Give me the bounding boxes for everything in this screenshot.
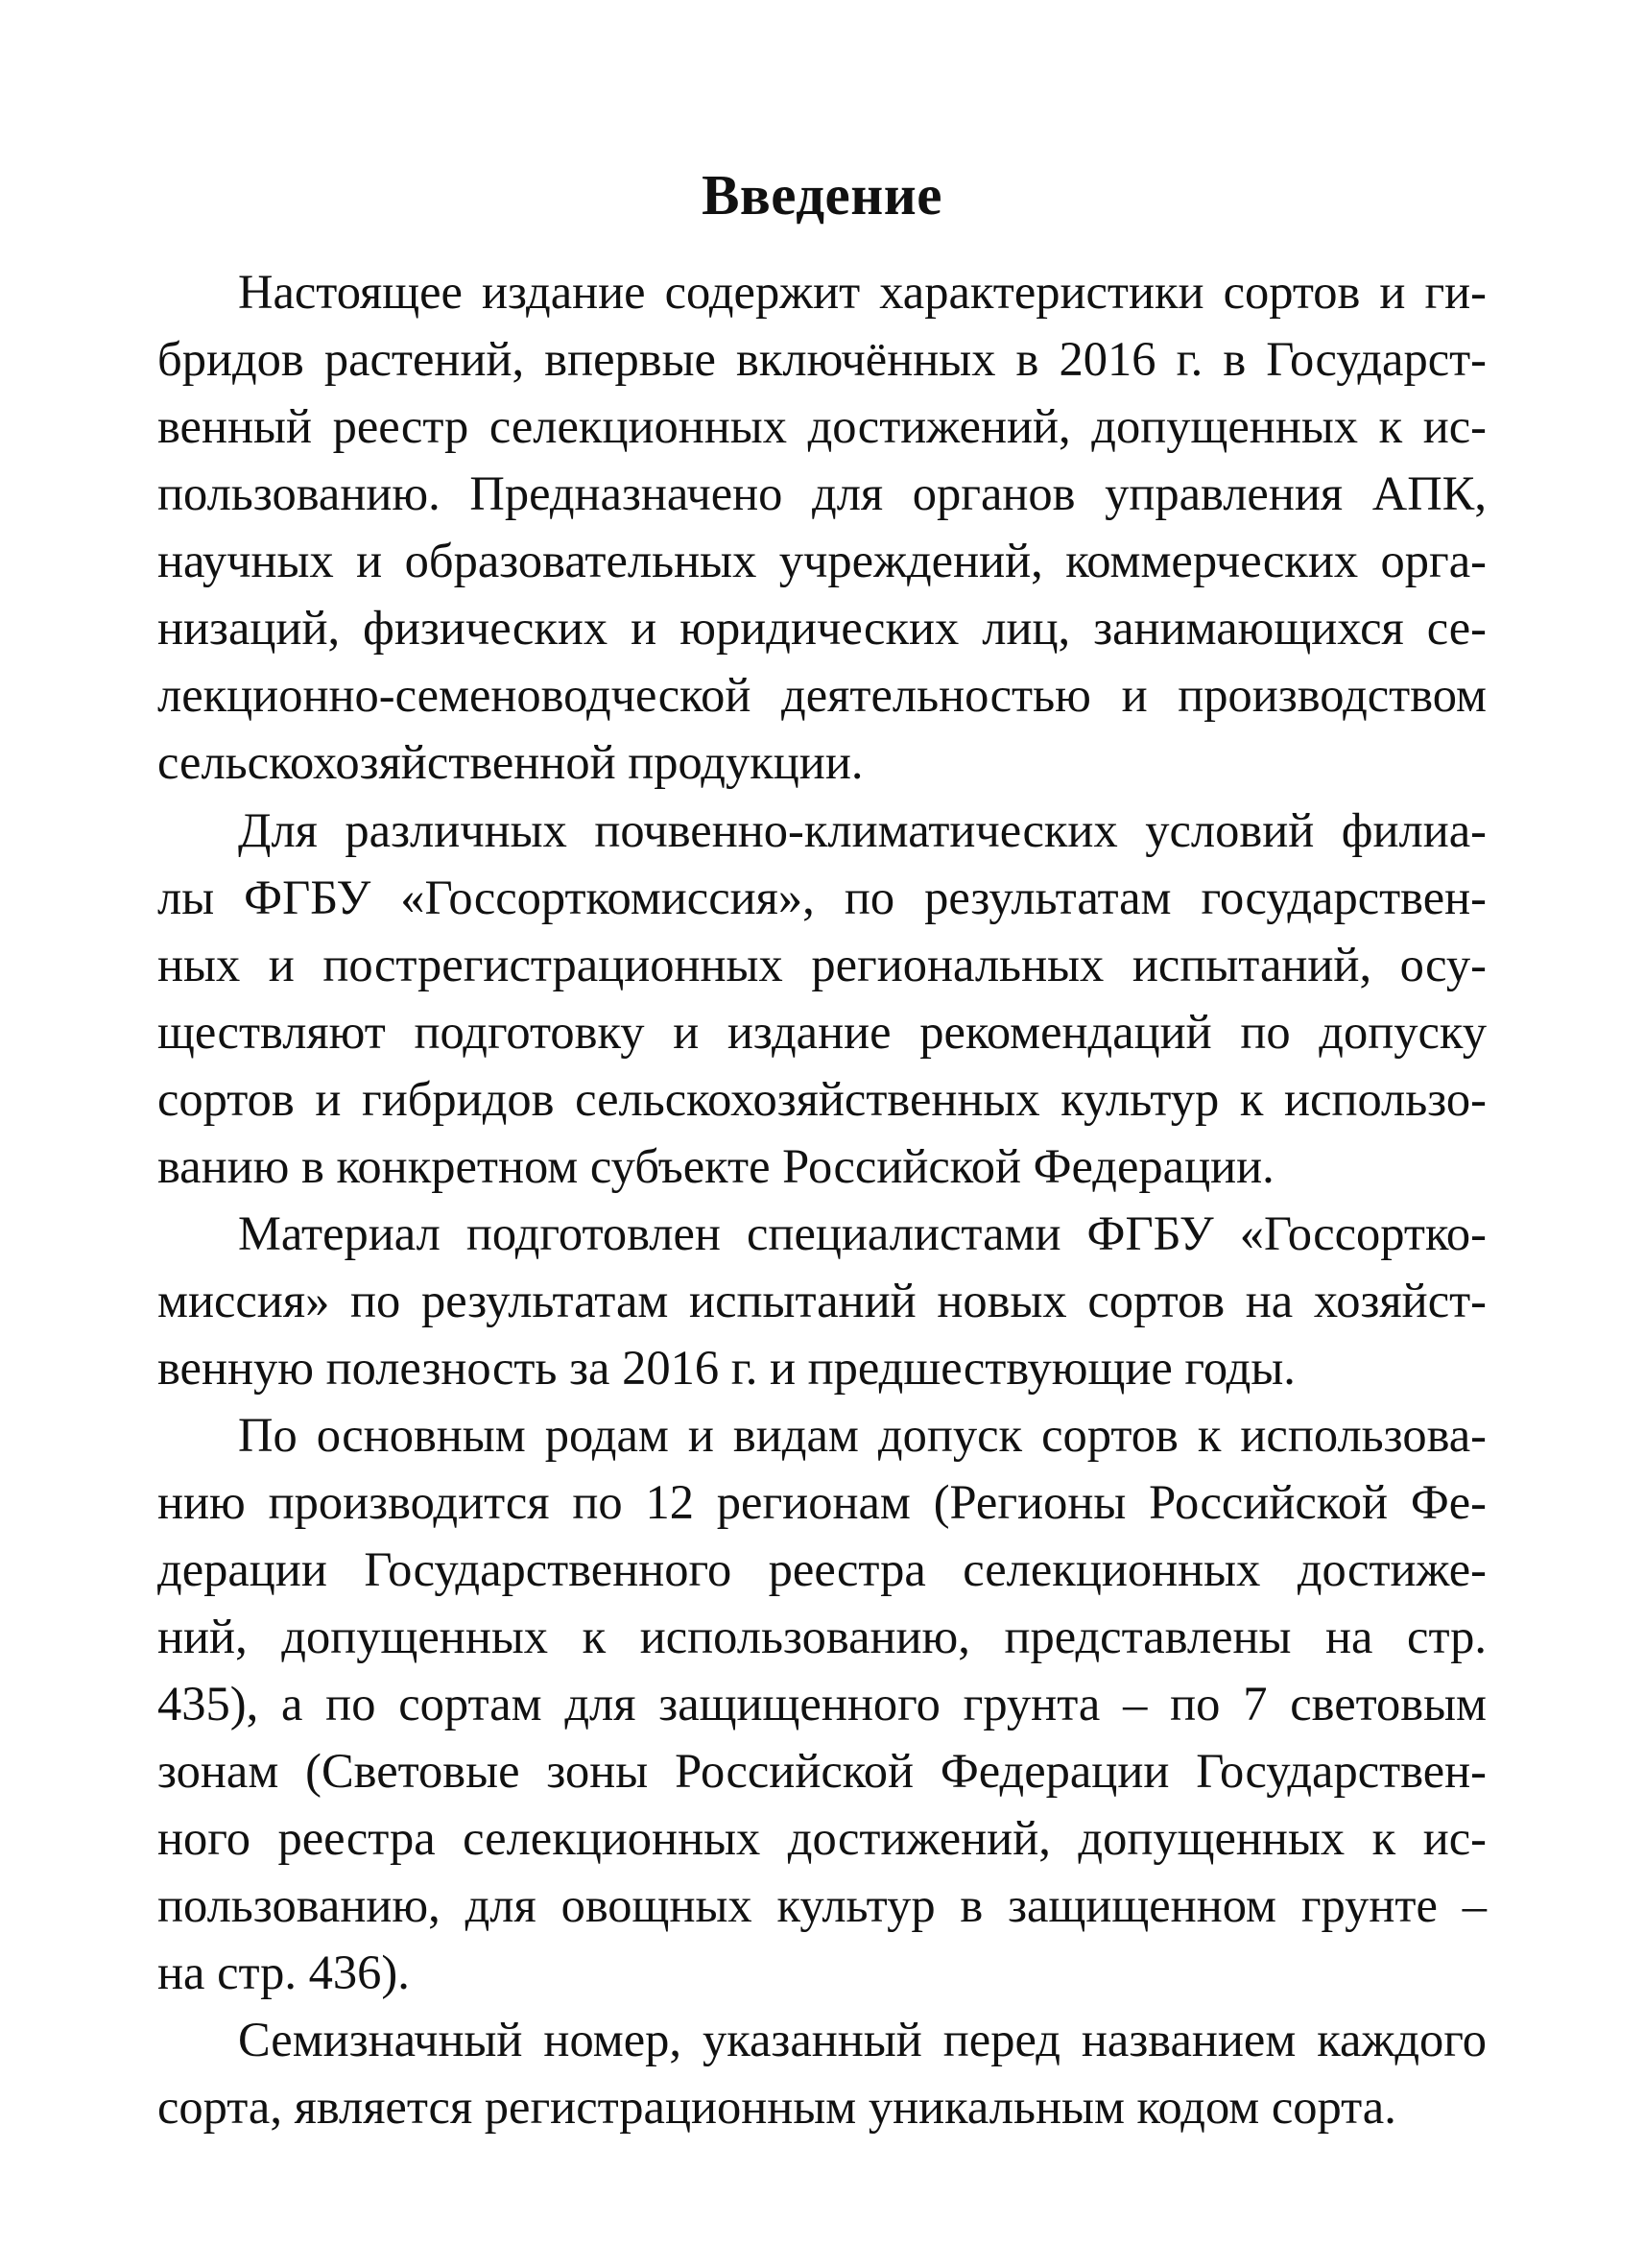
paragraph-1-line-2: бридов растений, впервые включённых в 2016 г. в Государст- <box>157 332 1487 386</box>
paragraph-4-line-1: По основным родам и видам допуск сортов к использова- <box>238 1408 1487 1462</box>
paragraph-1-line-3: венный реестр селекционных достижений, допущенных к ис- <box>157 399 1487 453</box>
paragraph-4-line-8: пользованию, для овощных культур в защищенном грунте – <box>157 1878 1487 1932</box>
paragraph-1-line-5: научных и образовательных учреждений, коммерческих орга- <box>157 534 1487 587</box>
paragraph-2-line-5: сортов и гибридов сельскохозяйственных культур к использо- <box>157 1072 1487 1126</box>
paragraph-1-line-1: Настоящее издание содержит характеристики сортов и ги- <box>238 265 1487 319</box>
paragraph-1-line-4: пользованию. Предназначено для органов управления АПК, <box>157 466 1487 520</box>
paragraph-4-line-4: ний, допущенных к использованию, представлены на стр. <box>157 1610 1487 1663</box>
paragraph-5-line-2: сорта, является регистрационным уникальным кодом сорта. <box>157 2080 1396 2134</box>
paragraph-2-line-2: лы ФГБУ «Госсорткомиссия», по результатам государствен- <box>157 871 1487 924</box>
paragraph-4-line-2: нию производится по 12 регионам (Регионы Российской Фе- <box>157 1475 1487 1529</box>
paragraph-5-line-1: Семизначный номер, указанный перед названием каждого <box>238 2013 1487 2066</box>
paragraph-4-line-3: дерации Государственного реестра селекционных достиже- <box>157 1542 1487 1596</box>
paragraph-3-line-1: Материал подготовлен специалистами ФГБУ «Госсортко- <box>238 1206 1487 1260</box>
paragraph-2-line-6: ванию в конкретном субъекте Российской Федерации. <box>157 1139 1275 1193</box>
paragraph-2-line-1: Для различных почвенно-климатических условий филиа- <box>238 803 1487 857</box>
paragraph-2-line-3: ных и пострегистрационных региональных испытаний, осу- <box>157 938 1487 991</box>
paragraph-3-line-2: миссия» по результатам испытаний новых сортов на хозяйст- <box>157 1274 1487 1327</box>
paragraph-4-line-6: зонам (Световые зоны Российской Федерации Государствен- <box>157 1744 1487 1798</box>
paragraph-4-line-9: на стр. 436). <box>157 1946 410 1999</box>
paragraph-2-line-4: ществляют подготовку и издание рекомендаций по допуску <box>157 1005 1487 1059</box>
paragraph-4-line-7: ного реестра селекционных достижений, допущенных к ис- <box>157 1811 1487 1865</box>
page-title: Введение <box>702 163 942 227</box>
paragraph-1-line-8: сельскохозяйственной продукции. <box>157 735 864 789</box>
paragraph-1-line-6: низаций, физических и юридических лиц, занимающихся се- <box>157 601 1487 655</box>
paragraph-4-line-5: 435), а по сортам для защищенного грунта – по 7 световым <box>157 1677 1487 1731</box>
paragraph-3-line-3: венную полезность за 2016 г. и предшествующие годы. <box>157 1341 1296 1395</box>
paragraph-1-line-7: лекционно-семеноводческой деятельностью и производством <box>157 668 1487 722</box>
